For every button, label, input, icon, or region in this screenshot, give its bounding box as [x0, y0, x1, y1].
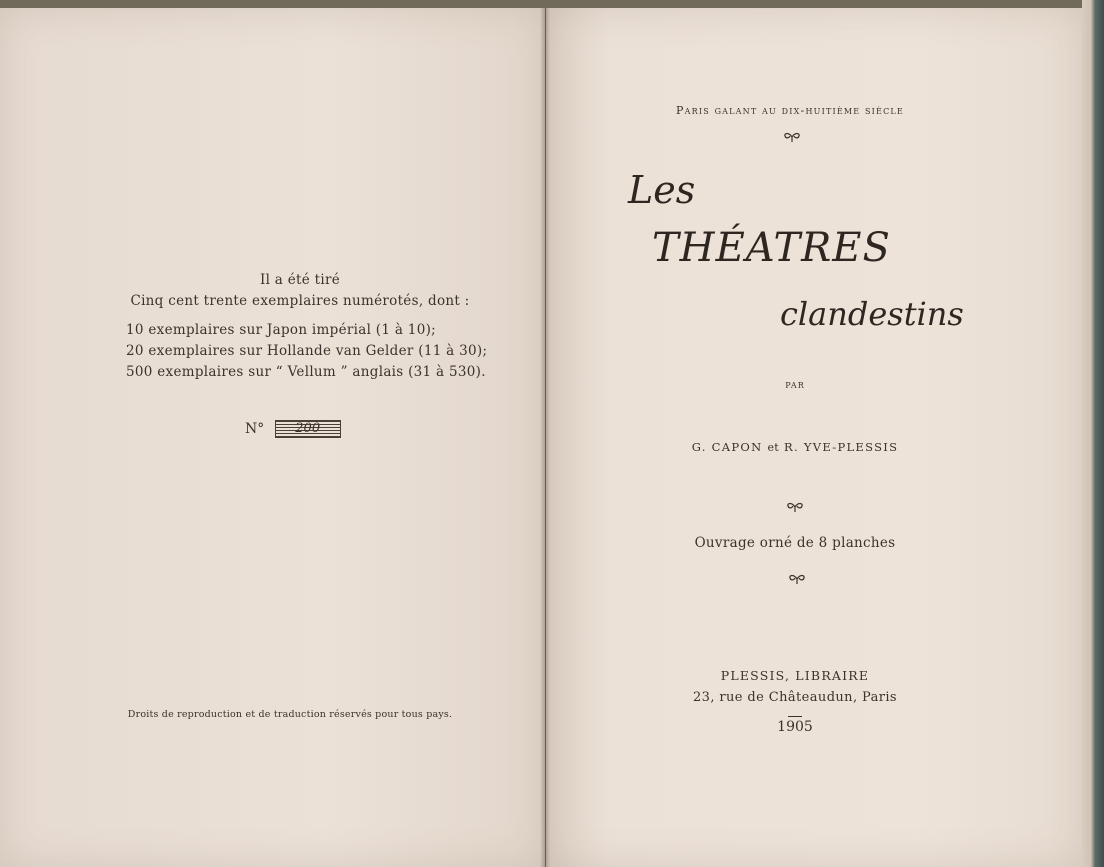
numero-label: N° [245, 421, 265, 437]
title-line-clandestins: clandestins [780, 295, 964, 333]
authors-conjunction: et [767, 441, 780, 454]
fleuron-ornament-icon [780, 131, 804, 143]
title-line-les: Les [628, 168, 696, 212]
publication-year-block [760, 716, 830, 735]
page-edges [1082, 0, 1104, 867]
author-yve-plessis: R. YVE-PLESSIS [783, 440, 899, 454]
title-line-theatres: THÉATRES [652, 225, 891, 271]
series-title: Paris galant au dix-huitième siècle [676, 104, 904, 117]
fleuron-ornament-icon [785, 573, 809, 585]
year-rule [788, 716, 802, 717]
edition-item: 500 exemplaires sur “ Vellum ” anglais (31 à 530). [126, 364, 486, 380]
authors [640, 440, 950, 454]
publisher-address: 23, rue de Châteaudun, Paris [693, 690, 897, 705]
edition-item: 10 exemplaires sur Japon impérial (1 à 10); [126, 322, 436, 338]
publisher [660, 665, 930, 709]
by-label: PAR [785, 381, 805, 390]
justification-line-1: Il a été tiré [259, 272, 341, 288]
fleuron-ornament-icon [783, 501, 807, 513]
copy-number [245, 420, 341, 438]
publication-year: 1905 [777, 719, 813, 735]
numero-value: 200 [275, 420, 341, 438]
rights-notice: Droits de reproduction et de traduction réservés pour tous pays. [127, 709, 453, 720]
publisher-name: PLESSIS, LIBRAIRE [720, 668, 870, 683]
author-capon: G. CAPON [691, 440, 763, 454]
justification-line-2: Cinq cent trente exemplaires numérotés, dont : [130, 293, 470, 309]
right-page [546, 8, 1082, 867]
justification-tirage [120, 270, 488, 383]
illustrations-note: Ouvrage orné de 8 planches [694, 535, 896, 551]
edition-item: 20 exemplaires sur Hollande van Gelder (11 à 30); [126, 343, 488, 359]
book-gutter [540, 8, 550, 867]
